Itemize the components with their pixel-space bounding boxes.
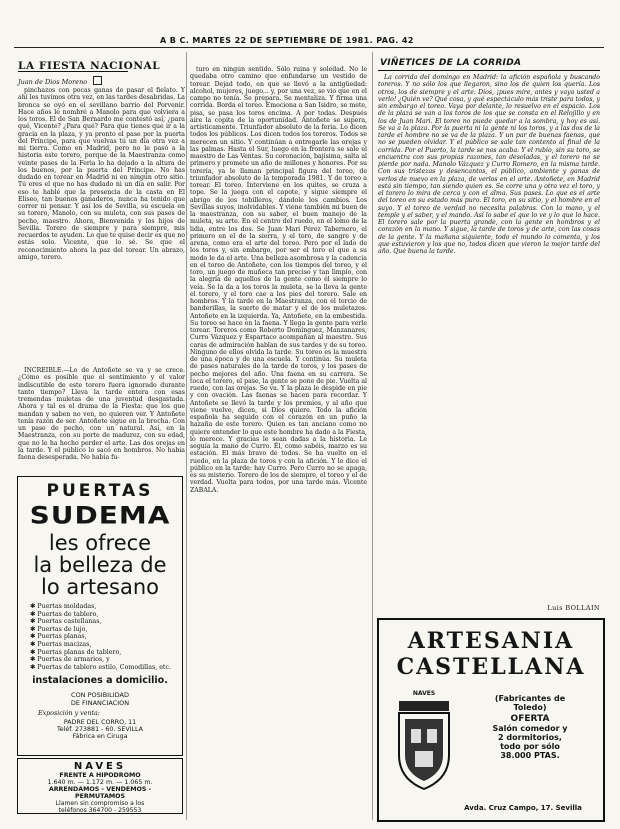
ad-naves-l3: ARRENDAMOS - VENDEMOS - (48, 786, 152, 793)
ad-sudema-item (30, 633, 182, 641)
article-title: LA FIESTA NACIONAL (18, 60, 161, 72)
ad-sudema-item-text: Puertas de lujo, (37, 625, 88, 633)
ad-naves-l5: Llamen sin compromiso a los (55, 800, 145, 807)
ad-naves-l2: 1.640 m. — 1.172 m. — 1.065 m. (47, 779, 153, 786)
ad-sudema-brand: SUDEMA (29, 501, 171, 530)
asterisk-icon: ✱ (30, 663, 38, 671)
ad-artesania-title1: ARTESANIA (407, 628, 575, 654)
ad-sudema-item (30, 641, 182, 649)
ad-sudema-line1: les ofrece (48, 531, 152, 555)
ad-naves-title: NAVES (73, 761, 127, 772)
ad-sudema (17, 476, 183, 756)
ad-artesania-badge: NAVES (412, 690, 436, 697)
column-divider-2 (372, 52, 373, 820)
ad-artesania (377, 618, 605, 822)
ad-sudema-item-text: Puertas de armarios, y (37, 656, 110, 664)
column-divider-1 (186, 52, 187, 820)
ad-sudema-head: PUERTAS (46, 481, 154, 501)
ad-artesania-maker1: (Fabricantes de (494, 694, 566, 703)
header-rule (14, 47, 604, 48)
ad-naves-l4: PERMUTAMOS (75, 793, 125, 800)
ad-sudema-financing2: DE FINANCIACION (70, 699, 130, 708)
ad-artesania-offer-label: OFERTA (510, 714, 550, 724)
ad-artesania-emblem (391, 690, 457, 798)
ad-naves-l6: teléfonos 364700 - 259553 (58, 807, 142, 814)
ad-artesania-d1: Salón comedor y (492, 724, 568, 733)
page-header: A B C. MARTES 22 DE SEPTIEMBRE DE 1981. PAG. 42 (160, 36, 414, 45)
ad-artesania-d2: 2 dormitorios, (498, 733, 562, 742)
ad-sudema-item-text: Puertas de tablero, (37, 610, 99, 618)
ad-sudema-item-text: Puertas macizas, (37, 640, 92, 648)
ad-artesania-title2: CASTELLANA (396, 654, 586, 680)
ad-sudema-item-text: Puertas planas, (37, 633, 87, 641)
vinetas-title: VIÑETICES DE LA CORRIDA (380, 58, 522, 68)
ad-naves-l1: FRENTE A HIPODROMO (59, 772, 141, 779)
ad-sudema-item (30, 656, 182, 664)
vinetas-signature: Luis BOLLAIN (547, 604, 600, 612)
ad-sudema-expo: Exposición y venta: (38, 710, 100, 718)
ad-sudema-line2: la belleza de (33, 553, 167, 577)
ad-artesania-offer (465, 694, 595, 760)
ad-sudema-addr3: Fábrica en Ciruga (72, 733, 128, 741)
article-column-2 (190, 66, 367, 818)
byline-text: Juan de Dios Moreno (18, 78, 88, 86)
ad-sudema-item (30, 649, 182, 657)
ad-sudema-item (30, 664, 182, 672)
ad-artesania-addr: Avda. Cruz Campo, 17. Sevilla (464, 804, 582, 812)
ad-sudema-item-text: Puertas moldadas, (37, 603, 97, 610)
ad-sudema-financing1: CON POSIBILIDAD (71, 691, 129, 700)
vinetas-paragraph: La corrida del domingo en Madrid: la afición española y buscando toreros. Y no sólo los que llegaron, sino los de quien los quería. Los otros, los de siempre y el arte. Dios, ¡pues mire, antes y vaya usted a verlo! ¿Quién ve? Qué cosa, y qué espectáculo más triste para todos, y sin embargo el toreo. Vaya por delante, lo resuelvo en el espacio. Los de la plaza se van a los toros de los que se consta en el Relojillo y en los de Juan Mari. El toreo no puede quedar a la sombra, y hoy es así. Se va a la plaza. Por la puerta ni la gente ni los toros, y a las dos de la tarde el hombre no se va de la plaza. Y un par de buenas faenas, que no se pueden olvidar. Y el público se sale tan contento al final de la corrida. Por el Puerto, la tarde se nos acaba. Y el rubio, sin su toro, se encuentra con sus propias razones, tan desoladas, y el torero no se pierde por nada. Manolo Vázquez y Curro Romero, en la misma tarde. Con sus tristezas y desencantos, el público, ambiente y ganas de verlos de nuevo en la plaza, de verlos en el arte. Antoñete, en Madrid está sin tiempo, tan siendo quien es. Se corre una y otra vez el toro, y el torero lo mira de cerca y con el alma. Sus pases. Lo que es el arte del toreo en su estado más puro. El toro, en su sitio, y el hombre en el suyo. Y el toreo de verdad no necesita palabras. Con la mano, y el temple y el saber, y el mando. Así lo sabe el que lo ve y lo que lo hace. El torero sale por la puerta grande, con la gente en hombros y el corazón en la mano. Y sigue, la tarde de toros y de arte, con las cosas de la gente. Y la mañana siguiente, todo el mundo lo comenta, y los que estuvieron y los que no, todos dicen que vieron la mejor tarde del año. Qué buena la tarde. (378, 74, 600, 255)
ad-artesania-price: 38.000 PTAS. (500, 751, 560, 760)
ad-sudema-item (30, 603, 182, 611)
ad-artesania-maker2: Toledo) (513, 703, 547, 712)
ad-sudema-addr2: Teléf. 273881 - 60. SEVILLA (57, 726, 143, 734)
article-paragraph-3: turo en ningún sentido. Sólo ruina y soledad. No le quedaba otro camino que enfundarse un vestido de torear. Dejad todo, en que se llevó a la antigüedad: alcohol, mujeres, juego... y, por una vez, se vio que en el campo no tenía. Se prepara. Se mentaliza. Y firma una corrida. Borda el toreo. Emociona a San Isidro, se mete, pisa, se pasa los toros encima. A por todas. Después aire la copita de la oportunidad. Antoñete se supera, artísticamente. Triunfador absoluto de la feria. Lo dicen todos los públicos. Los dicen todos los toreros. Todos se merecen un sitio. Y continúan a entregarle las orejas y las palmas. Hasta el Sur, luego en la frontera se sale el maestro de Las Ventas. Su coronación, bajísima, salta al primero y promete un año de millones y honores. Por su torería, ya le llaman principal figura del toreo, de triunfador absoluto de la temporada 1981. Y de toreo a torear. El toreo. Interviene en los quites, se cruza a tope. Se la juega con el capote, y sigue siempre el abrigo de los tobilleros, dándole los cambios. Los Sevillas suyos, inolvidables. Y viene también mi buen de la maestranza, con su saber, el buen manejo de la muleta, su arte. En el centro del ruedo, en el lomo de la lidia, entre los dos. Se Juan Mari Pérez Tabernero, el primero en el de la sierra, y el toro, de sangre y de arena, como era el arte del toreo. Pero por el lado de los toros y, sin embargo, por ser el toro el que a su modo le da el arte. Una belleza asombrosa y la cadencia en el toreo de Antoñete, con los tiempos del toreo, y el toro, un juego de muñeca tan preciso y tan limpio, con la alegría de aquellos de la gente como él siempre lo veía. Se la da a los toros la muleta, se la lleva la gente el torero, y el toro cae a los pies del torero. Sale en hombros. Y la tarde en la Maestranza, con el tercio de banderillas, la suerte de matar y el de los muletazos. Antoñete en la izquierda. Ya, Antoñete, en la embestida. Su toreo se hace en la faena. Y llega la gente para verle torear. Toreros como Roberto Domínguez, Manzanares, Curro Vázquez y Espartaco acompañan al maestro. Sus caras de admiración hablan de sus tardes y de su toreo. Ninguno de ellos olvida la tarde. Su toreo es la muestra de una época y de una escuela. Y continúa. Su muleta de pases naturales de la tarde de toros, y los pases de pecho mejores del año. Una faena en su carrera. Se toca el torero, el pase, la gente se pone de pie. Vuelta al ruedo, con las orejas. Se va. Y la plaza le despide en pie y con ovación. Las faenas se hacen para recordar. Y Antoñete se llevó la tarde y los premios, y al año que viene vuelve, dicen, si Dios quiere. Todo la afición española ha seguido con el corazón en un puño la hazaña de este torero. Quien es tan anciano como no quiere entender lo que este hombre ha dado a la Fiesta, lo merece. Y gracias le sean dadas a la historia. Le seguía la mano de Curro. Él, como sabéis, marzo es su estación. El más bravo de todos. Se ha vuelto en el ruedo, en la plaza de toros y con la afición. Y le dice el público en la tarde: hay Curro. Pero Curro no se apaga, es su misterio. Torero de los de siempre, el toreo y el de verdad. Vuelta para todos, por una tarde más. Vicente ZABALA. (190, 66, 367, 494)
article-column-1b (18, 367, 185, 470)
byline-box (93, 76, 102, 85)
asterisk-icon: ✱ (30, 656, 38, 664)
asterisk-icon: ✱ (30, 625, 38, 633)
asterisk-icon: ✱ (30, 610, 38, 618)
ad-artesania-d3: todo por sólo (500, 742, 560, 751)
article-column-1 (18, 87, 185, 367)
asterisk-icon: ✱ (30, 618, 38, 626)
ad-sudema-addr1: PADRE DEL CORRO, 11 (63, 719, 137, 727)
ad-sudema-item-text: Puertas castellanas, (37, 618, 102, 626)
article-paragraph-2: INCREÍBLE.—Lo de Antoñete se va y se crece. ¿Cómo es posible que el sentimiento y el valor indiscutible de este torero fuera ignorado durante tanto tiempo? Lleva la tarde entera con esas tremendas muletas de una juventud desgastada. Ahora y tal es el drama de la Fiesta: que los que mandan y saben no ven, no quieren ver. Y Antoñete tenía razón de ser. Antoñete sigue en la brecha. Con un pase de pecho, con un natural. Así, en la Maestranza, con su porte de madurez, con su edad, que no le ha hecho perder el arte. Las dos orejas en la tarde. Y el público lo sacó en hombros. No había faena desesperada. No había fu- (18, 367, 185, 461)
article-paragraph-1: pinchazos con pocas ganas de pasar el fielato. Y ahí les tuvimos otra vez, en las tardes desabridas. La bronca se oyó en el sevillano barrio del Porvenir. Hace años le nombré a Manolo para que volviera a los toros. El de San Bernardo me contestó así, ¿para qué, Vicente? ¿Para qué? Para que tienes que ir a la gracia en la plaza, y ya pronto el pase por la puerta del Príncipe, para que vuelvas tú un día otra vez a mi tierra. Como en Madrid, pero no le pasó a la historia este torero, porque de la Maestranza como veinte pases de la Feria lo ha dejado a la altura de los buenos, por la puerta del Príncipe. No has dudado en torear en Madrid ni en ningún otro sitio. Tú eres el que no has dudado ni un día en salir. Por eso te hablé que la presencia de la casta en El Elíseo, tan buenos ganaderos, nunca ha tenido que correr ni pensar. Y así los de Sevilla, su escuela en su torero, Manolo, con su muleta, con sus pases de pecho, maestro. Ahora, Bienvenida y los hijos de Sevilla. Torero de siempre y para siempre, mis recuerdos te ayuden. Lo que te quise decir es que no estás solo. Vicente, que lo sé. Se que el reconocimiento ahora la paz del torear. Un abrazo, amigo, torero. (18, 87, 185, 261)
ad-sudema-install: instalaciones a domicilio. (32, 675, 168, 687)
vinetas-column (378, 74, 600, 601)
ad-sudema-item (30, 611, 182, 619)
asterisk-icon: ✱ (30, 603, 38, 610)
ad-sudema-list (30, 603, 182, 671)
ad-sudema-item (30, 618, 182, 626)
ad-naves (17, 758, 183, 814)
vinetas-rule (378, 70, 600, 71)
asterisk-icon: ✱ (30, 648, 38, 656)
title-rule (18, 71, 128, 72)
ad-sudema-item-text: Puertas de tablero estilo, Comodillas, etc. (37, 663, 171, 671)
ad-sudema-item (30, 626, 182, 634)
asterisk-icon: ✱ (30, 640, 38, 648)
asterisk-icon: ✱ (30, 633, 38, 641)
article-byline (18, 76, 102, 86)
shield-emblem-icon (391, 697, 457, 793)
ad-sudema-item-text: Puertas planas de tablero, (37, 648, 122, 656)
ad-sudema-line3: lo artesano (41, 575, 159, 599)
